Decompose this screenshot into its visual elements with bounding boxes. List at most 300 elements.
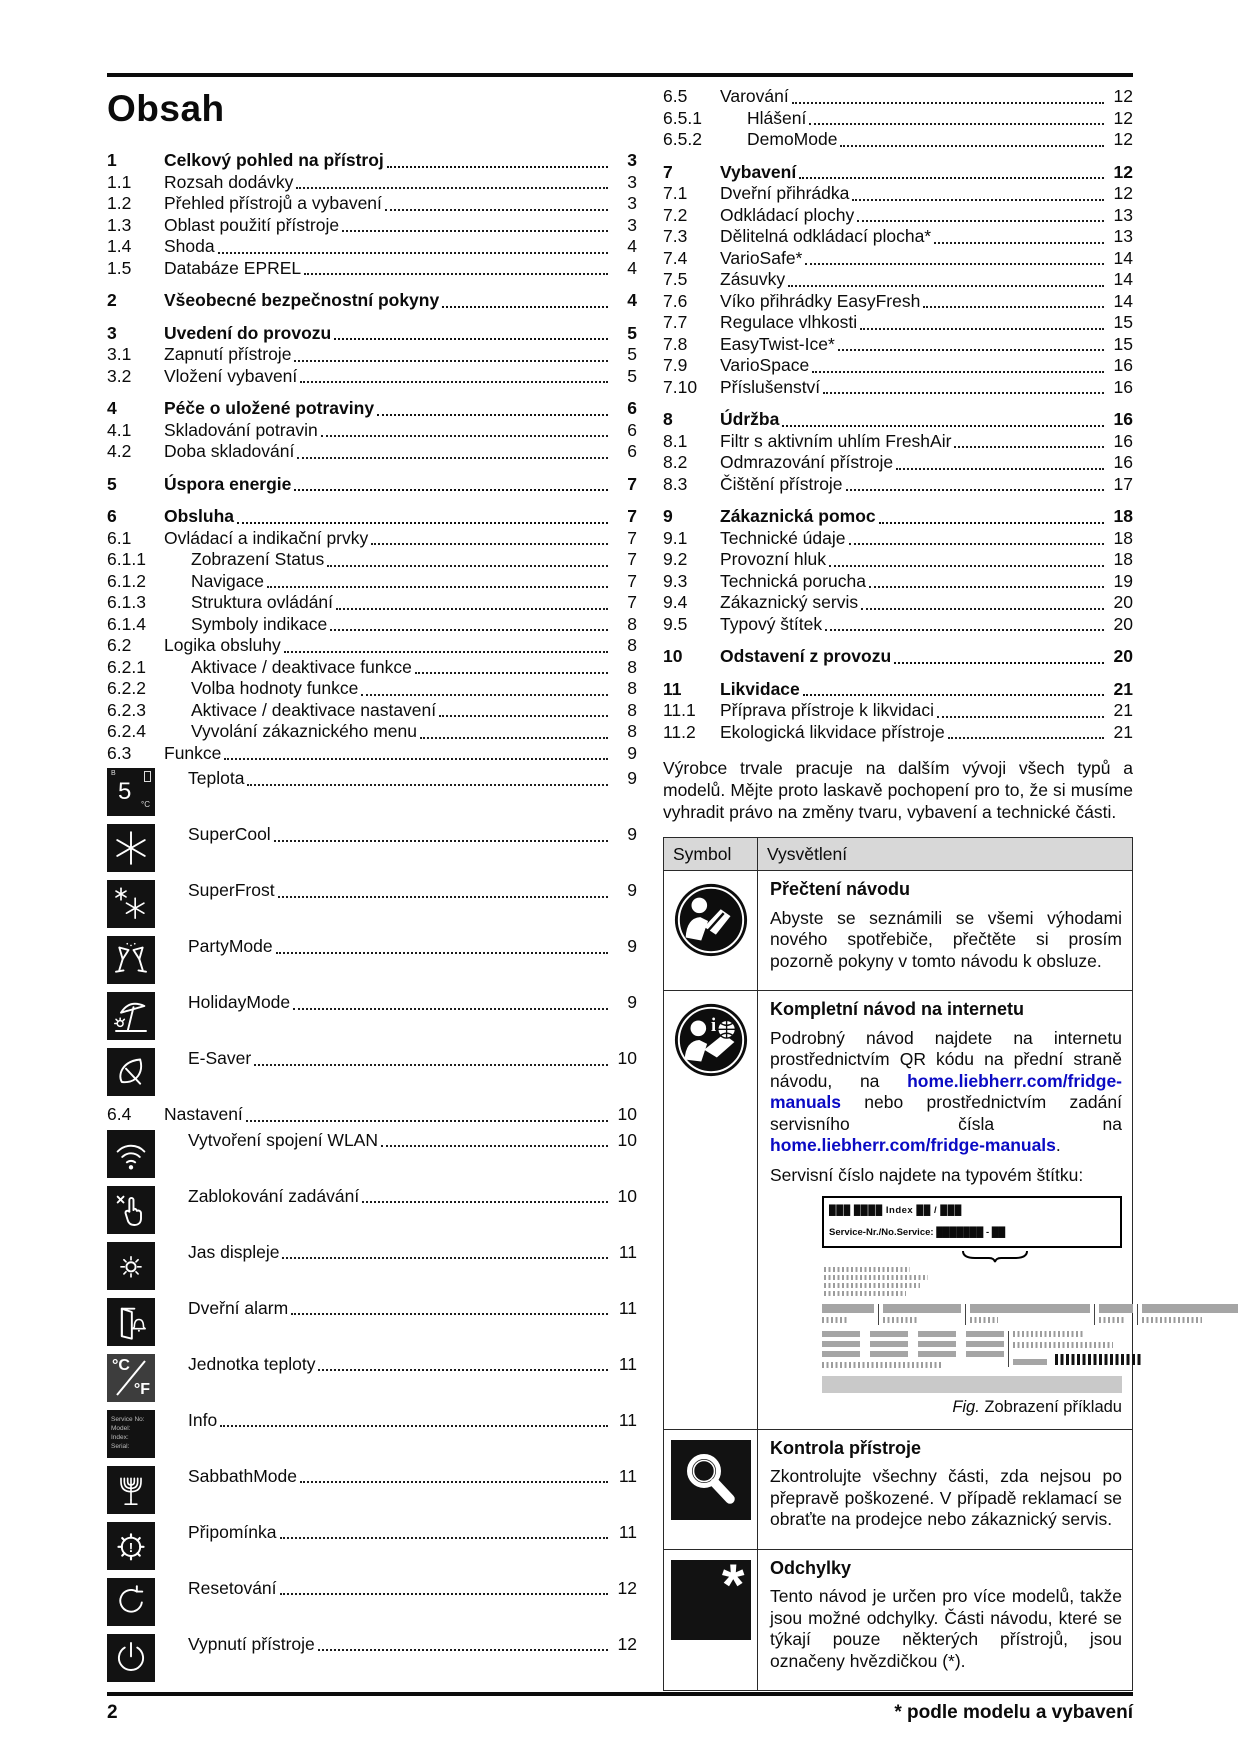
explanation-text xyxy=(770,1586,1122,1672)
toc-entry-line xyxy=(188,1186,637,1208)
plate-bottom-strip xyxy=(822,1376,1122,1393)
toc-entry xyxy=(107,614,637,636)
service-number-label: Service-Nr./No.Service: xyxy=(829,1226,937,1238)
toc-entry-label: Příprava přístroje k likvidaci xyxy=(720,700,934,720)
dot-leader xyxy=(869,586,1104,588)
toc-entry-number: 8.2 xyxy=(663,452,688,472)
dot-leader xyxy=(280,1593,608,1595)
toc-entry xyxy=(107,236,637,258)
toc-entry-line xyxy=(188,992,637,1014)
symbol-cell xyxy=(664,1549,758,1691)
toc-entry-label: DemoMode xyxy=(747,129,838,149)
toc-entry-page: 20 xyxy=(1113,613,1133,634)
sabbath-mode-icon xyxy=(107,1466,155,1514)
dot-leader xyxy=(237,522,608,524)
toc-entry-label: Víko přihrádky EasyFresh xyxy=(720,290,921,311)
plate-group xyxy=(965,1304,1094,1325)
plate-barcode-row xyxy=(1013,1354,1141,1365)
reminder-icon xyxy=(107,1522,155,1570)
toc-entry-label: Zablokování zadávání xyxy=(188,1185,360,1206)
text-segment: Abyste se seznámili se všemi výhodami nového spotřebiče, přečtěte si prosím pozorně pokyny v tomto návodu k obsluze. xyxy=(770,907,1122,971)
toc-entry-page: 4 xyxy=(627,290,637,310)
toc-entry-page: 21 xyxy=(1113,700,1133,720)
toc-entry-number: 6.5.1 xyxy=(663,107,702,128)
door-alarm-icon xyxy=(107,1298,155,1346)
dot-leader xyxy=(300,381,608,383)
toc-right-list xyxy=(663,86,1133,743)
toc-entry xyxy=(663,646,1133,668)
manual-link[interactable]: home.liebherr.com/fridge-manuals xyxy=(770,1135,1056,1155)
toc-entry-number: 1.1 xyxy=(107,171,132,192)
toc-entry-label: Odmrazování přístroje xyxy=(720,452,894,472)
toc-entry xyxy=(663,108,1133,130)
symbol-cell xyxy=(664,1429,758,1549)
toc-entry-page: 7 xyxy=(627,570,637,591)
toc-entry-page: 8 xyxy=(627,635,637,655)
toc-entry-page: 3 xyxy=(627,171,637,192)
dot-leader xyxy=(267,586,608,588)
dot-leader xyxy=(220,1425,608,1427)
toc-entry-page: 6 xyxy=(627,441,637,461)
explanation-title: Kompletní návod na internetu xyxy=(770,999,1025,1019)
toc-entry-page: 19 xyxy=(1113,570,1133,591)
toc-entry-label: Databáze EPREL xyxy=(164,257,302,278)
toc-icon-entry xyxy=(107,1048,637,1100)
power-off-icon xyxy=(107,1634,155,1682)
text-segment: nebo prostřednictvím zadání servisního čísla na xyxy=(770,1092,1122,1134)
plate-group xyxy=(878,1304,965,1325)
toc-entry-label: Obsluha xyxy=(164,506,235,526)
toc-entry-line xyxy=(188,1522,637,1544)
toc-entry-number: 7.7 xyxy=(663,312,688,332)
plate-bar xyxy=(966,1331,1004,1337)
toc-entry-label: Hlášení xyxy=(747,107,807,128)
toc-entry-label: PartyMode xyxy=(188,936,273,956)
dot-leader xyxy=(442,306,608,308)
dot-leader xyxy=(937,716,1104,718)
toc-entry-page: 7 xyxy=(627,506,637,526)
toc-entry xyxy=(107,657,637,679)
dot-leader xyxy=(803,694,1104,696)
toc-entry-number: 6.1.2 xyxy=(107,570,146,591)
toc-entry-page: 20 xyxy=(1113,646,1133,666)
toc-entry-label: Připomínka xyxy=(188,1521,277,1542)
toc-entry-label: Přehled přístrojů a vybavení xyxy=(164,193,382,213)
toc-entry xyxy=(107,721,637,743)
toc-entry-label: Likvidace xyxy=(720,678,800,699)
toc-entry-label: SuperFrost xyxy=(188,880,275,900)
toc-entry-number: 4.1 xyxy=(107,419,132,440)
dot-leader xyxy=(840,145,1104,147)
toc-entry-label: Vytvoření spojení WLAN xyxy=(188,1129,378,1150)
toc-entry-page: 9 xyxy=(627,742,637,763)
toc-entry-page: 11 xyxy=(618,1521,637,1542)
dot-leader xyxy=(224,758,608,760)
toc-entry-label: VarioSafe* xyxy=(720,247,803,268)
dot-leader xyxy=(809,123,1104,125)
toc-entry-label: Odstavení z provozu xyxy=(720,646,892,666)
text-segment: . xyxy=(1055,1135,1061,1155)
toc-entry-number: 6 xyxy=(107,506,117,526)
toc-entry-page: 9 xyxy=(627,992,637,1012)
toc-entry xyxy=(107,193,637,215)
toc-entry xyxy=(107,528,637,550)
dot-leader xyxy=(274,840,608,842)
symbol-table xyxy=(663,837,1133,1691)
toc-entry xyxy=(663,528,1133,550)
plate-bar xyxy=(1142,1304,1238,1313)
plate-dashes-bar xyxy=(1013,1342,1113,1348)
toc-entry-page: 11 xyxy=(618,1409,637,1430)
toc-entry-page: 6 xyxy=(627,419,637,440)
dot-leader xyxy=(896,468,1104,470)
plate-row xyxy=(822,1304,1122,1325)
toc-entry xyxy=(107,1104,637,1126)
plate-bar xyxy=(970,1304,1090,1313)
toc-entry-label: Funkce xyxy=(164,742,222,763)
symbol-table-row xyxy=(664,1549,1133,1691)
explanation-text xyxy=(770,1466,1122,1531)
dot-leader xyxy=(852,199,1104,201)
dot-leader xyxy=(923,306,1104,308)
explanation-cell xyxy=(758,871,1133,991)
type-plate-data-grid xyxy=(822,1304,1122,1393)
toc-entry-number: 4.2 xyxy=(107,441,132,461)
dot-leader xyxy=(799,177,1104,179)
figure-caption-text: Zobrazení příkladu xyxy=(979,1398,1122,1416)
dot-leader xyxy=(860,328,1104,330)
toc-left-column xyxy=(107,86,637,1691)
toc-entry-page: 16 xyxy=(1113,452,1133,472)
toc-entry xyxy=(663,592,1133,614)
plate-group xyxy=(822,1304,878,1325)
info-icon: Service No: Model: Index: Serial: xyxy=(107,1410,155,1458)
toc-entry-page: 21 xyxy=(1113,721,1133,742)
toc-entry-label: Symboly indikace xyxy=(191,613,328,634)
display-brightness-icon xyxy=(107,1242,155,1290)
toc-entry-line xyxy=(188,1634,637,1656)
toc-entry-label: HolidayMode xyxy=(188,992,291,1012)
toc-entry-number: 6.2 xyxy=(107,635,132,655)
plate-group xyxy=(1094,1304,1137,1325)
dot-leader xyxy=(297,457,608,459)
plate-bar xyxy=(966,1341,1004,1347)
toc-entry-number: 3.2 xyxy=(107,365,132,386)
toc-entry-label: Nastavení xyxy=(164,1104,243,1124)
toc-entry-label: Struktura ovládání xyxy=(191,592,334,612)
toc-entry-line xyxy=(188,1410,637,1432)
toc-entry-page: 3 xyxy=(627,193,637,213)
toc-entry-label: Zapnutí přístroje xyxy=(164,344,292,364)
toc-icon-entry xyxy=(107,1242,637,1294)
explanation-title: Přečtení návodu xyxy=(770,879,911,899)
toc-entry xyxy=(663,269,1133,291)
plate-bar xyxy=(822,1304,874,1313)
explanation-text xyxy=(770,1028,1122,1157)
toc-entry-label: Dveřní alarm xyxy=(188,1297,289,1318)
toc-entry xyxy=(107,215,637,237)
dot-leader xyxy=(334,338,608,340)
plate-dashes-bar xyxy=(822,1317,848,1323)
toc-entry-page: 10 xyxy=(617,1104,637,1124)
toc-entry xyxy=(663,614,1133,636)
toc-entry-label: Filtr s aktivním uhlím FreshAir xyxy=(720,430,952,451)
toc-entry-line xyxy=(188,824,637,846)
dot-leader xyxy=(276,952,608,954)
toc-entry-number: 9.4 xyxy=(663,592,688,612)
footer-model-note: * podle modelu a vybavení xyxy=(894,1702,1133,1723)
toc-entry xyxy=(107,366,637,388)
toc-entry-label: Čištění přístroje xyxy=(720,473,843,494)
toc-entry-label: Doba skladování xyxy=(164,441,295,461)
toc-entry-page: 12 xyxy=(1113,129,1133,149)
toc-entry-page: 12 xyxy=(1113,86,1133,106)
dot-leader xyxy=(330,629,608,631)
explanation-cell xyxy=(758,991,1133,1430)
toc-entry xyxy=(107,150,637,172)
toc-entry-label: Skladování potravin xyxy=(164,419,318,440)
plate-group xyxy=(1008,1331,1145,1367)
dot-leader xyxy=(385,209,608,211)
dot-leader xyxy=(377,414,608,416)
toc-left-list xyxy=(107,150,637,1686)
dot-leader xyxy=(838,349,1104,351)
symbol-cell xyxy=(664,991,758,1430)
toc-entry-number: 7.3 xyxy=(663,226,688,246)
toc-entry-label: Zákaznický servis xyxy=(720,592,859,612)
toc-entry-line xyxy=(188,880,637,902)
toc-entry-label: Vložení vybavení xyxy=(164,365,298,386)
dot-leader xyxy=(420,737,608,739)
dot-leader xyxy=(857,220,1104,222)
toc-entry xyxy=(663,377,1133,399)
toc-entry-page: 11 xyxy=(618,1465,637,1486)
figure-caption xyxy=(770,1397,1122,1419)
toc-entry-number: 8.3 xyxy=(663,473,688,494)
dash-line xyxy=(824,1283,920,1288)
dot-leader xyxy=(823,392,1104,394)
dot-leader xyxy=(247,784,608,786)
dot-leader xyxy=(304,273,608,275)
toc-entry-label: Vybavení xyxy=(720,161,797,182)
dot-leader xyxy=(788,285,1104,287)
toc-entry-page: 18 xyxy=(1113,527,1133,548)
toc-entry-number: 7.10 xyxy=(663,376,698,397)
toc-entry-number: 9.1 xyxy=(663,527,688,548)
toc-entry xyxy=(107,571,637,593)
toc-icon-entry xyxy=(107,1130,637,1182)
toc-entry-number: 1.2 xyxy=(107,193,132,213)
temp-display-icon: B 5 °C xyxy=(107,768,155,816)
toc-icon-entry xyxy=(107,1634,637,1686)
superfrost-icon xyxy=(107,880,155,928)
toc-icon-entry xyxy=(107,768,637,820)
toc-entry-number: 6.2.1 xyxy=(107,656,146,677)
toc-entry-number: 6.1.4 xyxy=(107,613,146,634)
toc-entry-label: E-Saver xyxy=(188,1048,252,1068)
toc-entry-label: Varování xyxy=(720,86,789,106)
service-number-value: ███████ - ██ xyxy=(936,1226,1006,1238)
dot-leader xyxy=(321,435,608,437)
toc-entry-page: 5 xyxy=(627,365,637,386)
dot-leader xyxy=(282,1257,608,1259)
toc-entry xyxy=(107,420,637,442)
toc-entry-label: Všeobecné bezpečnostní pokyny xyxy=(164,290,440,310)
plate-bar xyxy=(1099,1304,1133,1313)
toc-entry xyxy=(663,409,1133,431)
plate-bar xyxy=(870,1341,908,1347)
toc-entry-page: 9 xyxy=(627,768,637,788)
toc-entry-page: 9 xyxy=(627,880,637,900)
toc-entry-number: 9.2 xyxy=(663,549,688,569)
toc-entry-label: Dveřní přihrádka xyxy=(720,183,850,203)
toc-entry xyxy=(107,743,637,765)
toc-entry-label: Zobrazení Status xyxy=(191,549,325,569)
footer-rule xyxy=(107,1692,1133,1696)
symbol-table-row xyxy=(664,991,1133,1430)
dot-leader xyxy=(439,715,608,717)
toc-entry-line xyxy=(188,1466,637,1488)
toc-entry xyxy=(663,162,1133,184)
toc-entry-label: Dělitelná odkládací plocha* xyxy=(720,226,932,246)
toc-entry-number: 7.4 xyxy=(663,247,688,268)
plate-bar xyxy=(822,1341,860,1347)
toc-entry-label: Vyvolání zákaznického menu xyxy=(191,721,418,741)
toc-entry-page: 13 xyxy=(1113,226,1133,246)
page-title: Obsah xyxy=(107,88,225,129)
text-segment: Servisní číslo najdete na typovém štítku: xyxy=(770,1164,1084,1185)
toc-entry-page: 10 xyxy=(617,1129,637,1150)
toc-entry xyxy=(663,452,1133,474)
plate-bar xyxy=(918,1331,956,1337)
toc-entry-number: 6.1.3 xyxy=(107,592,146,612)
toc-entry-page: 12 xyxy=(617,1633,637,1654)
type-plate-dash-lines xyxy=(822,1267,1122,1296)
dot-leader xyxy=(846,489,1104,491)
toc-entry xyxy=(107,398,637,420)
toc-entry xyxy=(663,226,1133,248)
dot-leader xyxy=(361,694,608,696)
toc-entry-page: 5 xyxy=(627,322,637,343)
toc-entry-page: 7 xyxy=(627,549,637,569)
dot-leader xyxy=(296,187,608,189)
toc-entry-number: 7.1 xyxy=(663,183,688,203)
figure-caption-prefix: Fig. xyxy=(952,1398,980,1416)
toc-entry-label: Aktivace / deaktivace nastavení xyxy=(191,699,437,720)
explanation-title: Odchylky xyxy=(770,1557,852,1578)
toc-entry-label: Jednotka teploty xyxy=(188,1353,316,1374)
toc-entry-label: Vypnutí přístroje xyxy=(188,1633,315,1654)
toc-entry-number: 1.3 xyxy=(107,214,132,235)
toc-entry-label: Jas displeje xyxy=(188,1241,280,1262)
toc-entry-page: 9 xyxy=(627,824,637,844)
toc-entry-page: 15 xyxy=(1113,333,1133,354)
toc-entry-label: Regulace vlhkosti xyxy=(720,312,858,332)
toc-entry-number: 6.5 xyxy=(663,86,688,106)
toc-entry-label: Zákaznická pomoc xyxy=(720,506,876,526)
toc-entry-number: 6.1.1 xyxy=(107,549,146,569)
toc-entry-page: 18 xyxy=(1113,506,1133,526)
plate-bar xyxy=(822,1351,860,1357)
plate-dashes-bar xyxy=(1099,1317,1125,1323)
toc-entry-page: 14 xyxy=(1113,269,1133,289)
explanation-title: Kontrola přístroje xyxy=(770,1437,922,1458)
explanation-text xyxy=(770,1165,1122,1187)
text-segment: Podrobný návod najdete na internetu prostřednictvím QR kódu na přední straně návodu, na xyxy=(770,1027,1122,1091)
plate-bar xyxy=(918,1341,956,1347)
plate-dashes-bar xyxy=(970,1317,998,1323)
plate-dashes-bar xyxy=(822,1362,942,1368)
toc-entry-page: 16 xyxy=(1113,430,1133,451)
plate-bar-matrix xyxy=(822,1331,1004,1357)
toc-entry-label: Navigace xyxy=(191,570,264,591)
dot-leader xyxy=(300,1481,608,1483)
toc-entry-label: Rozsah dodávky xyxy=(164,171,294,192)
toc-entry xyxy=(107,172,637,194)
toc-entry-line xyxy=(188,1130,637,1152)
toc-entry-label: Úspora energie xyxy=(164,473,292,494)
toc-entry-number: 8.1 xyxy=(663,430,688,451)
toc-entry-number: 9 xyxy=(663,506,673,526)
holidaymode-icon xyxy=(107,992,155,1040)
toc-entry xyxy=(663,549,1133,571)
toc-entry-number: 7.2 xyxy=(663,204,688,225)
toc-entry xyxy=(663,355,1133,377)
dash-line xyxy=(824,1291,906,1296)
dot-leader xyxy=(879,522,1104,524)
toc-entry-label: Volba hodnoty funkce xyxy=(191,678,359,698)
toc-entry-number: 7.5 xyxy=(663,269,688,289)
toc-entry-page: 10 xyxy=(617,1048,637,1068)
dot-leader xyxy=(327,565,608,567)
toc-entry-page: 8 xyxy=(627,678,637,698)
dot-leader xyxy=(782,425,1104,427)
toc-entry-label: SabbathMode xyxy=(188,1465,297,1486)
toc-entry-page: 17 xyxy=(1113,473,1133,494)
toc-entry xyxy=(107,678,637,700)
toc-entry-number: 11.2 xyxy=(663,721,696,742)
toc-icon-entry xyxy=(107,1354,637,1406)
toc-entry-number: 6.2.2 xyxy=(107,678,146,698)
dot-leader xyxy=(849,543,1105,545)
dot-leader xyxy=(218,252,608,254)
toc-entry-number: 5 xyxy=(107,473,117,494)
toc-entry-line xyxy=(188,1298,637,1320)
toc-entry-label: Aktivace / deaktivace funkce xyxy=(191,656,412,677)
toc-entry xyxy=(663,334,1133,356)
toc-entry-number: 7.6 xyxy=(663,290,688,311)
toc-entry-label: Logika obsluhy xyxy=(164,635,281,655)
toc-entry-number: 11 xyxy=(663,678,682,699)
toc-entry-page: 16 xyxy=(1113,376,1133,397)
plate-bar xyxy=(1013,1359,1047,1365)
toc-entry-page: 21 xyxy=(1113,678,1133,699)
toc-entry-page: 20 xyxy=(1113,592,1133,612)
manual-link[interactable]: home.liebherr.com/fridge-manuals xyxy=(770,1070,1122,1112)
toc-icon-entry xyxy=(107,1466,637,1518)
toc-entry-label: Odkládací plochy xyxy=(720,204,855,225)
manufacturer-notice: Výrobce trvale pracuje na dalším vývoji všech typů a modelů. Mějte proto laskavě pochopení pro to, že si musíme vyhradit právo na změny tvaru, vybavení a technické části. xyxy=(663,758,1133,822)
toc-icon-entry xyxy=(107,992,637,1044)
dot-leader xyxy=(371,543,608,545)
symbol-table-row xyxy=(664,1429,1133,1549)
dot-leader xyxy=(829,565,1104,567)
dot-leader xyxy=(381,1145,608,1147)
toc-entry-page: 7 xyxy=(627,527,637,548)
toc-entry-page: 14 xyxy=(1113,247,1133,268)
asterisk-icon xyxy=(670,1552,751,1645)
toc-entry-label: Údržba xyxy=(720,409,780,429)
